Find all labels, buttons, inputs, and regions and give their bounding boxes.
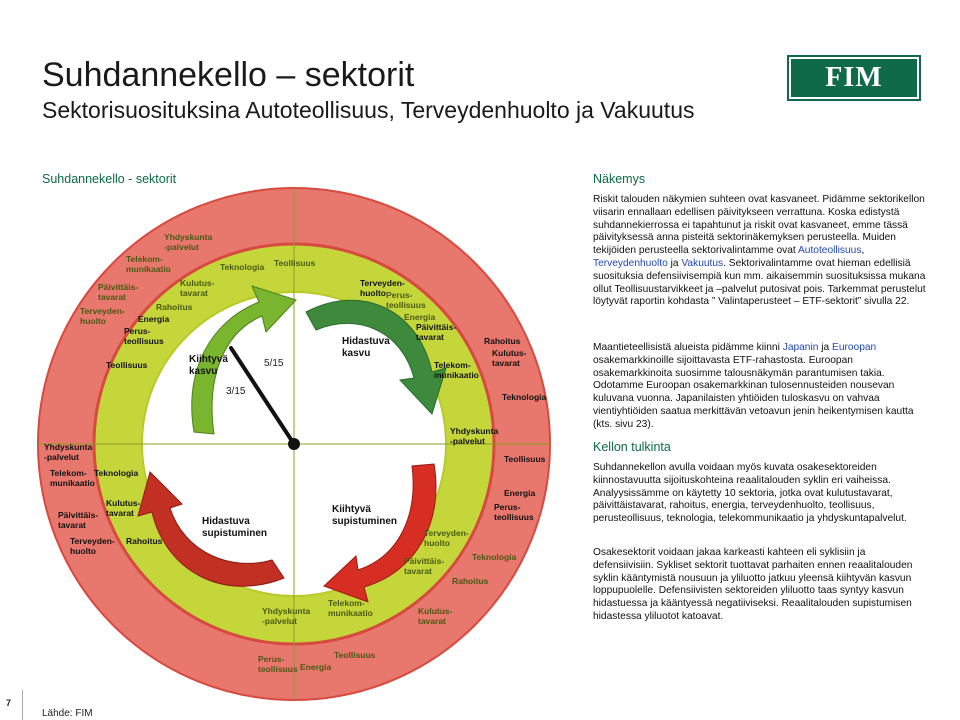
sector-label-paivittais: Päivittäis-tavarat: [404, 556, 445, 576]
sector-label-telekom: Telekom-munikaatio: [434, 360, 479, 380]
sector-label-kulutus: Kulutus-tavarat: [106, 498, 141, 518]
phase-hidastuva-supistuminen: Hidastuva supistuminen: [202, 516, 268, 539]
sector-label-yhdyskunta: Yhdyskunta -palvelut: [262, 606, 311, 626]
nakemys-heading: Näkemys: [593, 172, 646, 186]
link-terveydenhuolto[interactable]: Terveydenhuolto: [593, 257, 668, 269]
sector-label-paivittais: Päivittäis-tavarat: [416, 322, 457, 342]
p1-sep-2: ja: [670, 257, 679, 269]
link-japanin[interactable]: Japanin: [782, 342, 819, 353]
sector-label-rahoitus: Rahoitus: [452, 576, 489, 586]
p2-sep: ja: [821, 342, 830, 353]
sector-label-teknologia: Teknologia: [94, 468, 139, 478]
sector-label-perus: Perus-teollisuus: [386, 290, 426, 310]
footer-divider: [22, 690, 23, 720]
nakemys-paragraph-2: [593, 342, 928, 432]
sector-label-kulutus: Kulutus-tavarat: [180, 278, 215, 298]
sector-label-paivittais: Päivittäis-tavarat: [58, 510, 99, 530]
kello-paragraph-2: Osakesektorit voidaan jakaa karkeasti kahteen eli syklisiin ja defensiivisiin. Sykliset sektorit tuottavat parhaiten ennen reaalitalouden syklin kääntymistä nousuun ja yliluotto jatkuu yleensä kiihtyvän kasvun loppupuolelle. Defensiivisten sektoreiden yliluotto taas syntyy kasvun hidastuessa ja kääntyessä negatiiviseksi. Reaalitalouden supistumisen hidastessa yliluotot katoavat.: [593, 547, 913, 622]
fim-logo: [789, 57, 919, 99]
phase-kiihtyva-supistuminen: Kiihtyvä supistuminen: [332, 504, 398, 527]
kello-paragraph-1: Suhdannekellon avulla voidaan myös kuvata osakesektoreiden kiinnostavuutta sijoituskohteina reaalitalouden syklin eri vaiheissa. Analyysissämme on käytetty 10 sektoria, jotka ovat kulutustavarat, päivittäistavarat, rahoitus, energia, terveydenhuolto, teollisuus, perusteollisuus, teknologia, telekommunikaatio ja yhdyskuntapalvelut.: [593, 462, 907, 525]
phase-hidastuva-kasvu: Hidastuva kasvu: [342, 336, 390, 359]
sector-label-teknologia: Teknologia: [502, 392, 547, 402]
sector-label-teollisuus: Teollisuus: [504, 454, 546, 464]
sector-label-teollisuus: Teollisuus: [334, 650, 376, 660]
sector-label-kulutus: Kulutus-tavarat: [418, 606, 453, 626]
sector-label-energia: Energia: [300, 662, 332, 672]
sector-label-terveyden: Terveyden-huolto: [70, 536, 115, 556]
sector-label-teknologia: Teknologia: [220, 262, 265, 272]
page-number: 7: [6, 698, 12, 708]
p1-text-b: . Sektorivalintamme ovat hieman edellisiä suosituksia defensiivisempiä kun mm. aikaisemmin suosituksissa mukana ollut Teollisuustarvikkeet ja –palvelut putosivat pois. Tarkemmat perustelut löytyvät raportin kohdasta ” Valintaperusteet – ETF-sektorit” sivulla 22.: [593, 257, 926, 308]
sector-label-kulutus: Kulutus-tavarat: [492, 348, 527, 368]
sector-label-yhdyskunta: Yhdyskunta -palvelut: [164, 232, 213, 252]
hand-label-3-15: 3/15: [226, 386, 246, 397]
p1-sep-1: ,: [861, 245, 865, 257]
sector-label-telekom: Telekom-munikaatio: [126, 254, 171, 274]
sector-label-terveyden: Terveyden-huolto: [360, 278, 405, 298]
sector-label-rahoitus: Rahoitus: [156, 302, 193, 312]
sector-label-rahoitus: Rahoitus: [126, 536, 163, 546]
sector-label-teollisuus: Teollisuus: [274, 258, 316, 268]
sector-label-telekom: Telekom-munikaatio: [50, 468, 95, 488]
link-autoteollisuus[interactable]: Autoteollisuus: [798, 245, 862, 257]
sector-label-terveyden: Terveyden-huolto: [424, 528, 469, 548]
clock-hand-pivot: [288, 438, 300, 450]
sector-label-teollisuus: Teollisuus: [106, 360, 148, 370]
p2-text-a: Maantieteellisistä alueista pidämme kiinni: [593, 342, 780, 353]
sector-label-perus: Perus-teollisuus: [258, 654, 298, 674]
sector-label-perus: Perus-teollisuus: [494, 502, 534, 522]
sector-label-telekom: Telekom-munikaatio: [328, 598, 373, 618]
sector-label-rahoitus: Rahoitus: [484, 336, 521, 346]
page-title: Suhdannekello – sektorit: [42, 56, 415, 94]
p2-text-b: osakemarkkinoille sijoittavasta ETF-rahastosta. Euroopan osakemarkkinoita suosimme talousnäkymän parantumisen takia. Odotamme Euroopan osakemarkkinan tulosennusteiden nousevan kuluvana vuonna. Japanilaisten yhtiöiden tuloskasvu on vahvaa vientiyhtiöiden saatua merkittävän vetoavun jenin heikentymisen kautta (kts. sivu 23).: [593, 354, 914, 430]
nakemys-paragraph-1: [593, 194, 928, 309]
hand-label-5-15: 5/15: [264, 358, 284, 369]
sector-label-energia: Energia: [138, 314, 170, 324]
sector-label-yhdyskunta: Yhdyskunta -palvelut: [450, 426, 499, 446]
link-euroopan[interactable]: Euroopan: [832, 342, 877, 353]
p1-text-a: Riskit talouden näkymien suhteen ovat kasvaneet. Pidämme sektorikellon viisarin ennallaan edellisen päivitykseen verrattuna. Koska edistystä suhdannekierrossa ei tapahtunut ja riskit ovat kasvaneet, emme tässä päivityksessä anna pisteitä sektorinäkemyksen perusteella. Muiden tekijöiden perusteella sektorivalintamme ovat: [593, 194, 925, 257]
logo-text: FIM: [825, 62, 883, 93]
phase-kiihtyva-kasvu: Kiihtyvä kasvu: [189, 354, 228, 377]
sector-label-teknologia: Teknologia: [472, 552, 517, 562]
sector-label-energia: Energia: [504, 488, 536, 498]
sector-label-terveyden: Terveyden-huolto: [80, 306, 125, 326]
sector-clock: [34, 182, 554, 702]
sector-label-yhdyskunta: Yhdyskunta -palvelut: [44, 442, 93, 462]
link-vakuutus[interactable]: Vakuutus: [681, 257, 724, 269]
page-subtitle: Sektorisuosituksina Autoteollisuus, Terveydenhuolto ja Vakuutus: [42, 97, 695, 123]
sector-label-perus: Perus-teollisuus: [124, 326, 164, 346]
sector-label-paivittais: Päivittäis-tavarat: [98, 282, 139, 302]
clock-caption: Suhdannekello - sektorit: [42, 172, 177, 186]
kello-heading: Kellon tulkinta: [593, 440, 671, 454]
sector-label-energia: Energia: [404, 312, 436, 322]
source-note: Lähde: FIM: [42, 708, 93, 719]
